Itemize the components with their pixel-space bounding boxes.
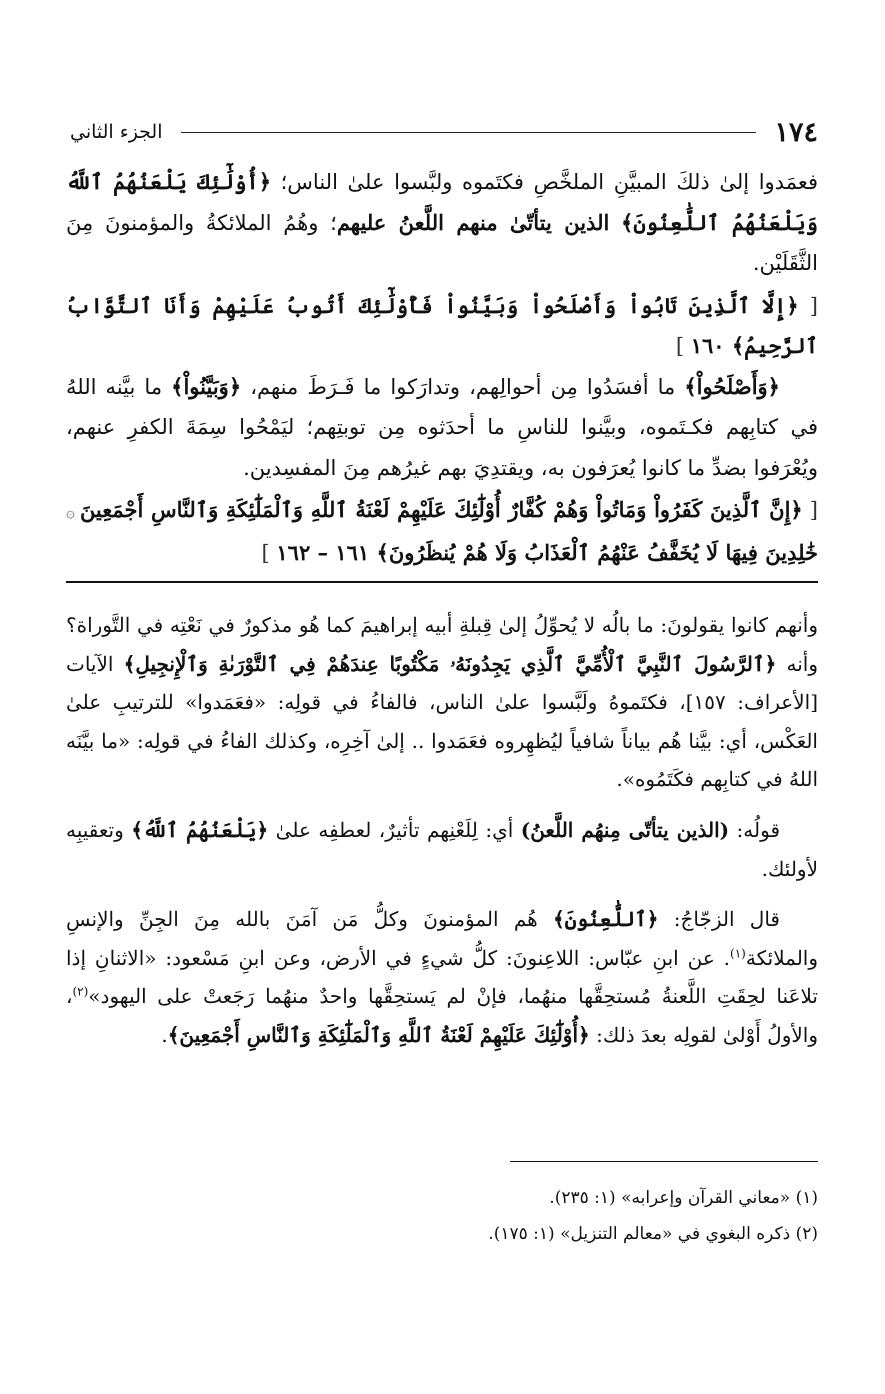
quran-quote: ﴿أُوْلَٰٓئِكَ يَلْعَنُهُمُ ٱللَّهُ وَيَلْعَنُهُمُ ٱللَّٰعِنُونَ﴾ xyxy=(66,169,818,235)
text-run: الآيات [الأعراف: ١٥٧]، فكتَموهُ ولَبَّسوا علىٰ الناس، فالفاءُ في قولِه: «فعَمَدوا» للترتيبِ علىٰ العَكْس، أي: بيَّنا هُم بياناً شافياً ليُظهِروه فعَمَدوا .. إلىٰ آخِرِه، وكذلك الفاءُ في قولِه: «ما بيَّنَه اللهُ في كتابِهم فكَتَمُوه». xyxy=(66,651,819,792)
footnote-1: (١) «معاني القرآن وإعرابه» (١: ٢٣٥). xyxy=(549,1188,818,1208)
text-run xyxy=(609,211,621,235)
quran-quote: ﴿أُوْلَٰٓئِكَ عَلَيْهِمْ لَعْنَةُ ٱللَّهِ وَٱلْمَلَٰٓئِكَةِ وَٱلنَّاسِ أَجْمَعِينَ﴾ xyxy=(167,1022,590,1047)
text-run: ما أفسَدُوا مِن أحوالِهم، وتدارَكوا ما فَـرَطَ منهم، xyxy=(241,374,685,399)
text-run: أي: لِلَعْنِهم تأثيرٌ، لعطفِه علىٰ xyxy=(268,817,521,842)
footnote-ref-2[interactable]: (٢) xyxy=(72,984,89,999)
quran-quote: ﴿ٱللَّٰعِنُونَ﴾ xyxy=(552,907,659,932)
verse-number: ١٦١ – ١٦٢ xyxy=(276,539,377,565)
emphasized-text: الذين يتأتّىٰ منهم اللَّعنُ عليهم xyxy=(336,209,610,235)
main-paragraph-1 xyxy=(66,162,818,284)
quran-verse: ﴿إِلَّا ٱلَّذِينَ تَابُواْ وَأَصْلَحُواْ وَبَيَّنُواْ فَأُوْلَٰٓئِكَ أَتُوبُ عَلَيْهِمْ وَأَنَا ٱلتَّوَّابُ ٱلرَّحِيمُ﴾ xyxy=(66,292,818,358)
verse-161-162 xyxy=(66,490,818,573)
header-rule xyxy=(181,132,757,133)
quran-verse: خَٰلِدِينَ فِيهَا لَا يُخَفَّفُ عَنْهُمُ ٱلْعَذَابُ وَلَا هُمْ يُنظَرُونَ﴾ xyxy=(376,539,818,565)
text-run: وتعقيبِه لأولئك. xyxy=(66,817,818,881)
text-run: . عن ابنِ عبّاس: اللاعِنونَ: كلُّ شيءٍ في الأرض، وعن ابنِ مَسْعود: «الاثنانِ إذا تلاعَنا لحِقَتِ اللَّعنةُ مُستحِقَّها منهُما، فإنْ لم يَستحِقَّها واحدٌ منهُما رَجَعتْ على اليهود» xyxy=(66,945,818,1009)
main-text xyxy=(66,162,818,573)
emphasized-text: (الذين يتأتّى مِنهُم اللَّعنُ) xyxy=(520,817,730,842)
verse-bracket-close: ] xyxy=(261,540,270,565)
verse-separator-icon: ۞ xyxy=(66,503,80,521)
commentary-paragraph-2 xyxy=(66,811,818,888)
text-run: ، والأولُ أَوْلىٰ لقولِه بعدَ ذلك: xyxy=(66,984,818,1047)
page-header xyxy=(70,112,818,152)
commentary-paragraph-3 xyxy=(66,900,818,1054)
main-paragraph-2 xyxy=(66,367,818,489)
verse-number: ١٦٠ xyxy=(690,333,732,358)
text-run: فعمَدوا إلىٰ ذلكَ المبيَّنِ الملخَّصِ فكتَموه ولبَّسوا علىٰ الناس؛ xyxy=(271,170,818,194)
text-run: قولُه: xyxy=(729,817,781,842)
section-divider xyxy=(66,581,818,583)
footnotes xyxy=(66,1180,818,1252)
quran-quote: ﴿ٱلرَّسُولَ ٱلنَّبِيَّ ٱلْأُمِّيَّ ٱلَّذِي يَجِدُونَهُۥ مَكْتُوبًا عِندَهُمْ فِي ٱلتَّوْرَىٰةِ وَٱلْإِنجِيلِ﴾ xyxy=(123,651,777,676)
commentary-paragraph-1 xyxy=(66,606,818,799)
quran-quote: ﴿وَبَيَّنُواْ﴾ xyxy=(171,373,242,399)
quran-quote: ﴿وَأَصْلَحُواْ﴾ xyxy=(684,373,780,399)
verse-160 xyxy=(66,286,818,367)
verse-bracket-close: ] xyxy=(675,334,685,358)
quran-verse: ﴿إِنَّ ٱلَّذِينَ كَفَرُواْ وَمَاتُواْ وَهُمْ كُفَّارٌ أُوْلَٰٓئِكَ عَلَيْهِمْ لَعْنَةُ ٱللَّهِ وَٱلْمَلَٰٓئِكَةِ وَٱلنَّاسِ أَجْمَعِينَ xyxy=(79,497,803,522)
verse-bracket-open: [ xyxy=(809,498,818,522)
quran-quote: ﴿يَلْعَنُهُمُ ٱللَّهُ﴾ xyxy=(131,817,269,842)
verse-bracket-open: [ xyxy=(809,293,818,318)
text-run: ؛ وهُمُ الملائكةُ والمؤمنونَ مِنَ الثَّقَلَيْن. xyxy=(66,210,818,275)
page-number: ١٧٤ xyxy=(774,116,818,148)
text-run: هُم المؤمنونَ وكلُّ مَن آمَنَ بالله مِنَ الجِنِّ والإنسِ والملائكة xyxy=(66,907,818,970)
footnote-ref-1[interactable]: (١) xyxy=(730,946,746,961)
text-run: ما بيَّنه اللهُ في كتابِهم فكـتَموه، وبيَّنوا للناسِ ما أحدَثوه مِن توبتِهم؛ ليَمْحُوا سِمَةَ الكفرِ عنهم، ويُعْرَفوا بضدِّ ما كانوا يُعرَفون به، ويقتدِيَ بهم غيرُهم مِنَ المفسِدين. xyxy=(66,374,818,480)
part-title: الجزء الثاني xyxy=(70,121,163,143)
text-run: . xyxy=(161,1022,168,1047)
footnote-rule xyxy=(510,1161,818,1162)
text-run: وأنهم كانوا يقولونَ: ما بالُه لا يُحوِّلُ إلىٰ قِبلةِ أبيه إبراهيمَ كما هُو مذكورٌ في نَعْتِه في التَّوراة؟ وأنه xyxy=(66,613,818,676)
footnote-2: (٢) ذكره البغوي في «معالم التنزيل» (١: ١٧٥). xyxy=(488,1224,818,1244)
commentary-text xyxy=(66,606,818,1055)
text-run: قال الزجّاجُ: xyxy=(658,907,780,932)
